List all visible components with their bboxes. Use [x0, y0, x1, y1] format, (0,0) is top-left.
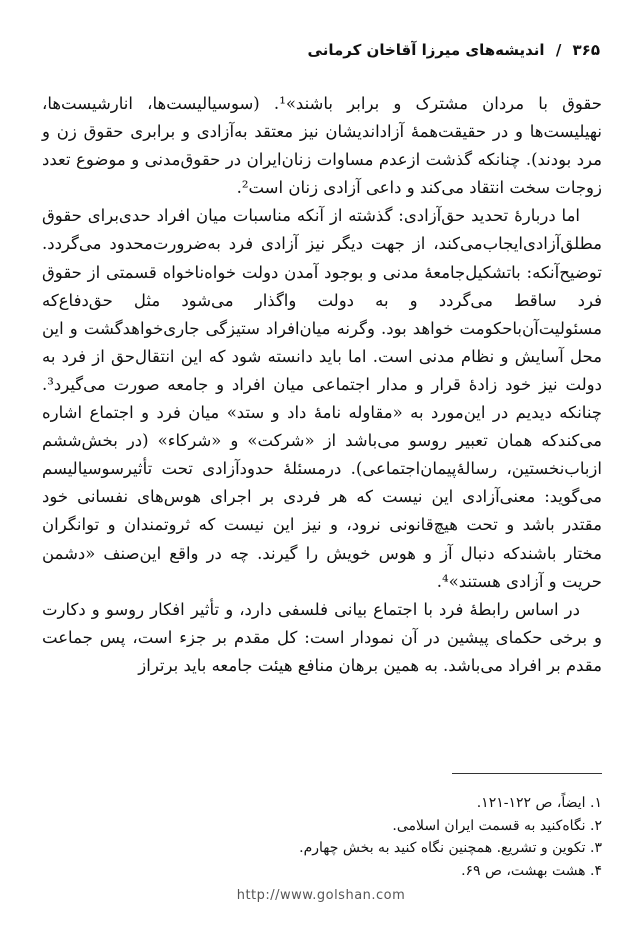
paragraph: در اساس رابطهٔ فرد با اجتماع بیانی فلسفی دارد، و تأثیر افکار روسو و دکارت و برخی حکمای پیشین در آن نمودار است: کل مقدم بر جزء است، پس جماعت مقدم بر افراد می‌باشد. به همین برهان منافع هیئت جامعه باید برتراز — [42, 599, 602, 675]
paragraph: اما دربارهٔ تحدید حق‌آزادی: گذشته از آنکه مناسبات میان افراد حدی‌برای حقوق مطلق‌آزادی‌ایجاب‌می‌کند، از جهت دیگر نیز آزادی فرد به‌ضرورت‌محدود می‌گردد. توضیح‌آنکه: باتشکیل‌جامعهٔ مدنی و بوجود آمدن دولت خواه‌ناخواه قسمتی از حقوق فرد ساقط می‌گردد و به دولت واگذار می‌شود مثل حق‌دفاع‌که مسئولیت‌آن‌باحکومت خواهد بود. وگرنه میان‌افراد ستیزگی جاری‌خواهدگشت و این محل آسایش و نظام مدنی است. اما باید دانسته شود که این انتقال‌حق از فرد به دولت نیز خود زادهٔ قرار و مدار اجتماعی میان افراد و جامعه صورت می‌گیرد³. چنانکه دیدیم در این‌مورد به «مقاوله نامهٔ داد و ستد» میان فرد و اجتماع اشاره می‌کندکه همان تعبیر روسو می‌باشد از «شرکت» و «شرکاء» (در بخش‌ششم ازباب‌نخستین، رسالهٔ‌پیمان‌اجتماعی). درمسئلهٔ حدودآزادی تحت تأثیرسوسیالیسم می‌گوید: معنی‌آزادی این نیست که هر فردی بر اجرای هوس‌های نفسانی خود مقتدر باشد و تحت هیچ‌قانونی نرود، و نیز این نیست که ثروتمندان و توانگران مختار باشندکه دنبال آز و هوس خویش را گیرند. چه در واقع این‌صنف «دشمن حریت و آزادی هستند»⁴. — [42, 206, 602, 591]
footnote: ۳. تکوین و تشریع. همچنین نگاه کنید به بخش چهارم. — [299, 840, 602, 856]
header-separator: / — [555, 41, 562, 59]
running-header — [42, 40, 600, 60]
paragraph: حقوق با مردان مشترک و برابر باشند»¹. (سوسیالیست‌ها، انارشیست‌ها، نهیلیست‌ها و در حقیقت‌همهٔ آزاداندیشان نیز معتقد به‌آزادی و برابری حقوق زن و مرد بودند). چنانکه گذشت ازعدم مساوات زنان‌ایران در حقوق‌مدنی و موضوع تعدد زوجات سخت انتقاد می‌کند و داعی آزادی زنان است². — [42, 94, 602, 198]
footnote: ۲. نگاه‌کنید به قسمت ایران اسلامی. — [392, 817, 602, 834]
book-title: اندیشه‌های میرزا آقاخان کرمانی — [307, 41, 545, 59]
body-text — [42, 90, 602, 680]
footnote: ۴. هشت بهشت، ص ۶۹. — [461, 862, 602, 879]
site-watermark: http://www.golshan.com — [236, 888, 406, 903]
footnote: ۱. ایضاً، ص ۱۲۲-۱۲۱. — [476, 795, 602, 811]
footnote-divider — [452, 773, 602, 774]
footnotes — [42, 792, 602, 882]
page-number: ۳۶۵ — [572, 41, 600, 59]
